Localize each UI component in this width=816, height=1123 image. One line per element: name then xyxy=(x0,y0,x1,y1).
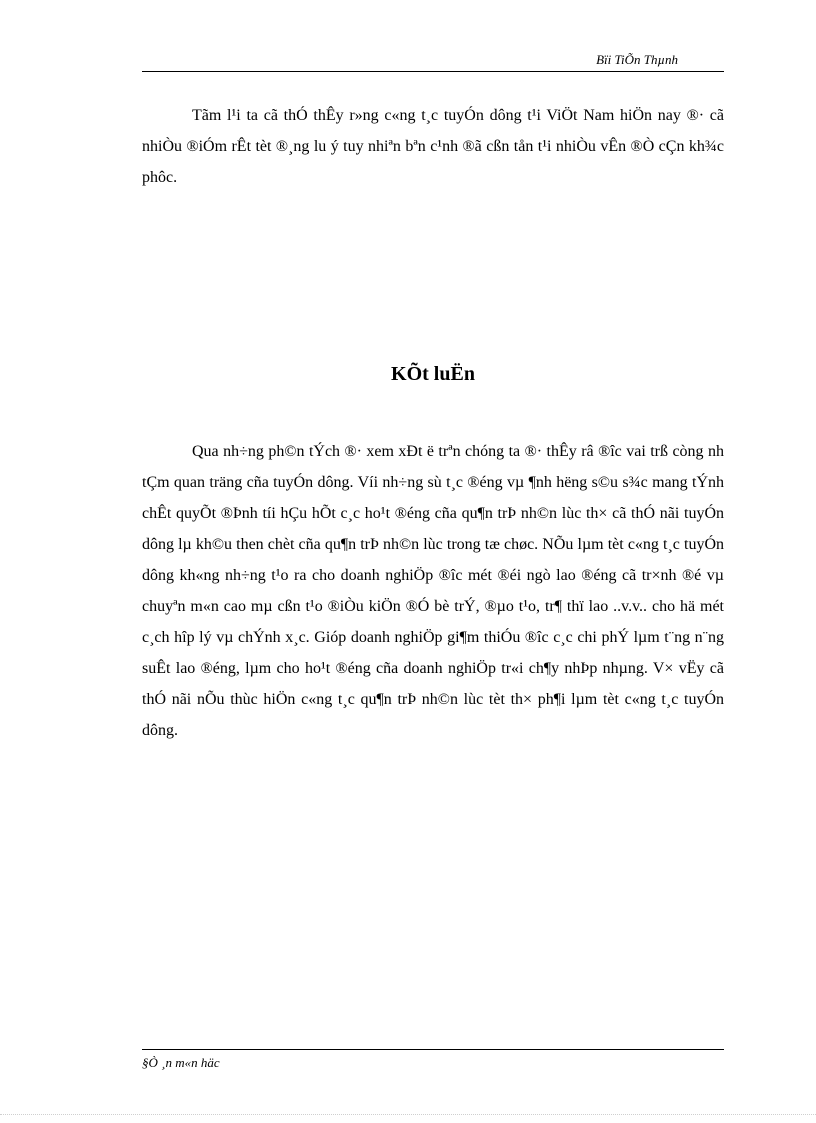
footer-label: §Ò ¸n m«n häc xyxy=(142,1055,220,1070)
footer-rule xyxy=(142,1049,724,1050)
header-rule xyxy=(142,71,724,72)
body-paragraph-1: Tãm l¹i ta cã thÓ thÊy r»ng c«ng t¸c tuyÓn dông t¹i ViÖt Nam hiÖn nay ®· cã nhiÒu ®iÓm rÊt tèt ®¸ng lu ý tuy nhiªn bªn c¹nh ®ã cßn tån t¹i nhiÒu vÊn ®Ò cÇn kh¾c phôc. xyxy=(142,107,724,186)
page-bottom-divider xyxy=(0,1114,816,1115)
section-heading: KÕt luËn xyxy=(391,363,475,385)
body-paragraph-2: Qua nh÷ng ph©n tÝch ®· xem xÐt ë trªn chóng ta ®· thÊy râ ®îc vai trß còng nh tÇm quan träng cña tuyÓn dông. Víi nh÷ng sù t¸c ®éng vµ ¶nh hëng s©u s¾c mang tÝnh chÊt quyÕt ®Þnh tíi hÇu hÕt c¸c ho¹t ®éng cña qu¶n trÞ nh©n lùc th× cã thÓ nãi tuyÓn dông lµ kh©u then chèt cña qu¶n trÞ nh©n lùc trong tæ chøc. NÕu lµm tèt c«ng t¸c tuyÓn dông kh«ng nh÷ng t¹o ra cho doanh nghiÖp ®îc mét ®éi ngò lao ®éng cã tr×nh ®é vµ chuyªn m«n cao mµ cßn t¹o ®iÒu kiÖn ®Ó bè trÝ, ®µo t¹o, tr¶ thï lao ..v.v.. cho hä mét c¸ch hîp lý vµ chÝnh x¸c. Gióp doanh nghiÖp gi¶m thiÓu ®îc c¸c chi phÝ lµm t¨ng n¨ng suÊt lao ®éng, lµm cho ho¹t ®éng cña doanh nghiÖp tr«i ch¶y nhÞp nhµng. V× vËy cã thÓ nãi nÕu thùc hiÖn c«ng t¸c qu¶n trÞ nh©n lùc tèt th× ph¶i lµm tèt c«ng t¸c tuyÓn dông. xyxy=(142,443,724,739)
header-author: Bïi TiÕn Thµnh xyxy=(596,52,678,67)
